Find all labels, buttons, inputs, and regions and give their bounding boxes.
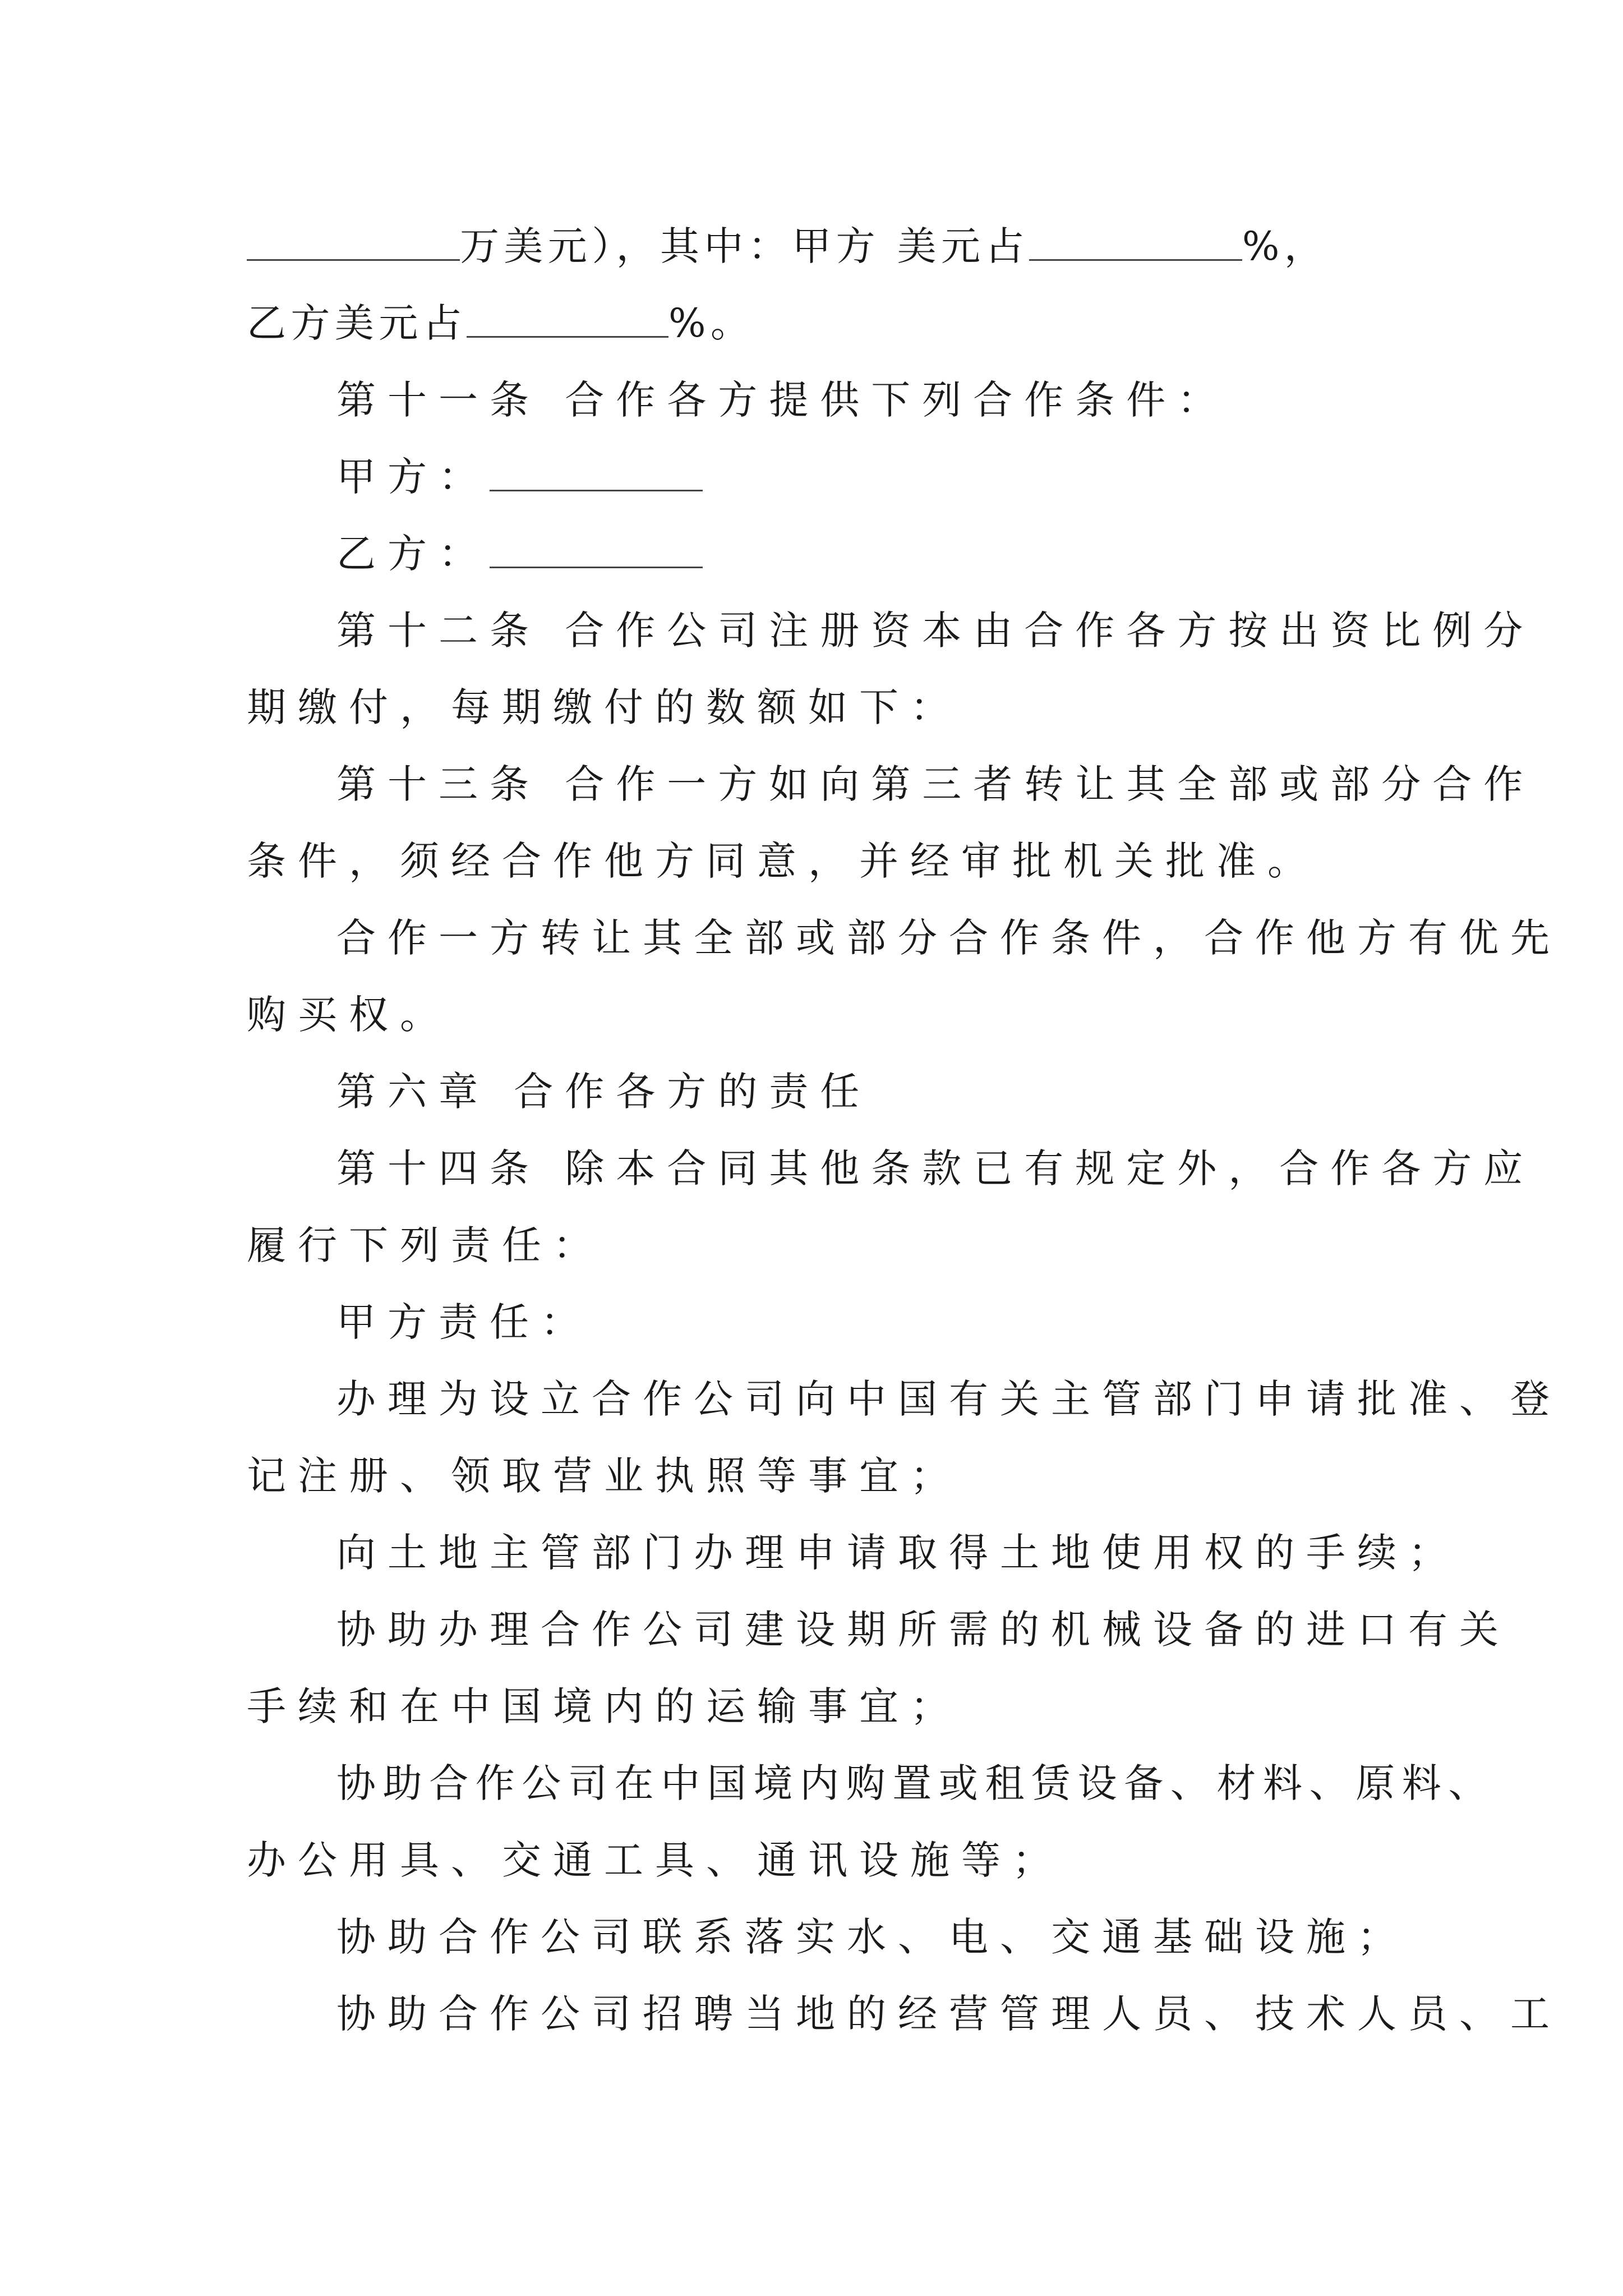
text-segment: 履行下列责任： [247, 1222, 604, 1268]
contract-line [247, 976, 1391, 1054]
text-segment: 乙方： [336, 531, 490, 577]
text-segment: 合作一方转让其全部或部分合作条件，合作他方有优先 [336, 915, 1561, 961]
contract-line [336, 1514, 1459, 1592]
contract-line [247, 1437, 1391, 1515]
contract-line [247, 208, 1391, 286]
text-segment: 协助合作公司招聘当地的经营管理人员、技术人员、工 [336, 1991, 1561, 2037]
text-segment: 办理为设立合作公司向中国有关主管部门申请批准、登 [336, 1376, 1561, 1422]
text-segment: 办公用具、交通工具、通讯设施等； [247, 1837, 1063, 1883]
text-segment: 第十四条 除本合同其他条款已有规定外，合作各方应 [336, 1145, 1535, 1191]
text-segment: 第十一条 合作各方提供下列合作条件： [336, 377, 1229, 423]
party-a-condition [336, 438, 1391, 516]
contract-line [247, 1668, 1391, 1746]
text-segment: %， [1242, 223, 1329, 269]
text-segment: 手续和在中国境内的运输事宜； [247, 1683, 961, 1729]
contract-line [336, 1591, 1510, 1669]
section-label [336, 1283, 1391, 1361]
party-b-condition [336, 515, 1391, 593]
text-segment: 条件，须经合作他方同意，并经审批机关批准。 [247, 838, 1318, 884]
text-segment: 记注册、领取营业执照等事宜； [247, 1453, 961, 1499]
contract-line [247, 1821, 1391, 1899]
article-heading [336, 361, 1391, 439]
text-segment: %。 [668, 300, 755, 346]
text-segment: 乙方美元占 [247, 300, 467, 346]
text-segment: 第六章 合作各方的责任 [336, 1069, 872, 1115]
blank-field [490, 457, 703, 491]
contract-line [336, 1745, 1495, 1823]
article-heading [336, 592, 1535, 670]
text-segment: 协助办理合作公司建设期所需的机械设备的进口有关 [336, 1607, 1510, 1653]
blank-field [490, 534, 703, 568]
contract-line [247, 284, 1391, 362]
text-segment: 甲方： [336, 454, 490, 500]
text-segment: 第十三条 合作一方如向第三者转让其全部或部分合作 [336, 761, 1535, 807]
contract-line [336, 1975, 1561, 2053]
blank-field [467, 303, 668, 338]
contract-line [247, 669, 1391, 747]
text-segment: 购买权。 [247, 992, 451, 1038]
contract-line [336, 1898, 1408, 1976]
text-segment: 协助合作公司在中国境内购置或租赁设备、材料、原料、 [336, 1760, 1495, 1806]
article-heading [336, 746, 1535, 823]
text-segment: 甲方责任： [336, 1299, 592, 1345]
article-heading [336, 1130, 1535, 1208]
text-segment: 协助合作公司联系落实水、电、交通基础设施； [336, 1914, 1408, 1960]
text-segment: 向土地主管部门办理申请取得土地使用权的手续； [336, 1530, 1459, 1576]
contract-line [336, 1360, 1561, 1438]
blank-field [247, 227, 460, 261]
text-segment: 期缴付，每期缴付的数额如下： [247, 684, 961, 730]
text-segment: 万美元），其中：甲方 美元占 [460, 223, 1029, 269]
blank-field [1029, 227, 1242, 261]
chapter-heading [336, 1053, 1391, 1131]
contract-line [247, 822, 1391, 900]
contract-line [247, 1207, 1391, 1285]
contract-line [336, 899, 1561, 977]
text-segment: 第十二条 合作公司注册资本由合作各方按出资比例分 [336, 608, 1535, 654]
